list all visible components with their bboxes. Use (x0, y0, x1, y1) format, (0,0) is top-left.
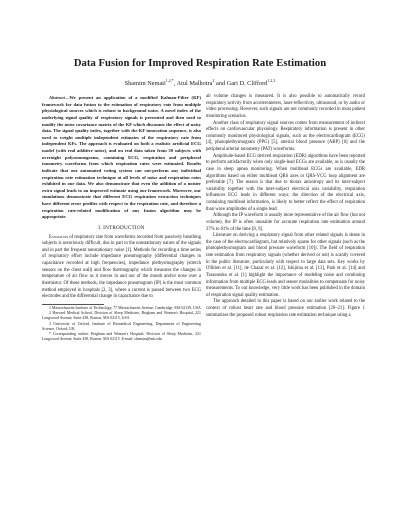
left-column (42, 95, 201, 342)
intro-text: of respiratory rate from waveforms recorded from passively breathing subjects is notoriously difficult, due in part to the nonstationary nature of the signals and in part the frequent nonstationary noise [1]. Methods for recording a time series of respiratory effort include impedance pneumography (differential changes in capacitance recorded at high frequencies), impedance plethysmography (stretch sensors on the chest wall) and flow thermography which measures the changes in temperature of air flow as it moves in and out of the mouth and/or nose over a thermistor. Of these methods, the impedance pneumogram (IP) is the most common method employed in hospitals [2, 3], where a current is passed between two ECG electrodes and the differential change in capacitance due to (42, 234, 201, 300)
section-heading-introduction: I. INTRODUCTION (98, 224, 145, 231)
author-affiliation-mark: 1,2,3 (267, 78, 276, 83)
author-name: Shamim Nemati (124, 80, 166, 88)
intro-paragraph (42, 235, 201, 301)
footnote: 3 University of Oxford, Institute of Biomedical Engineering, Department of Engineering Science, Oxford, UK (42, 321, 201, 331)
author-affiliation-mark: 2 (212, 78, 215, 83)
author-name: Gari D. Clifford (226, 80, 268, 88)
body-paragraph: Literature on deriving a respiratory signal from other related signals is dense in the case of the electrocardiogram, but relatively sparse for other signals (such as the photoplethysmogram and blood pressure waveform [10]). The field of respiration rate estimation from respiratory signals (whether derived or not) is scantly covered in the public literature, particularly with respect to large data sets. Key works by O'Brien et al. [11], de Chazal et al. [12], Ishijima et al. [13], Park et al. [14] and Tarassenko et al. [1] highlight the importance of modeling noise and combining information from multiple ECG leads and sensor modalities to compensate for noisy measurements. To our knowledge, very little work has been published in the domain of respiration signal quality estimation. (206, 233, 365, 298)
abstract (42, 95, 201, 221)
body-paragraph: Another class of respiratory signal sources comes from measurement of indirect effects on cardiovascular physiology. Respiratory information is present in other commonly monitored physiological signals, such as the electrocardiogram (ECG) [4], photoplethysmogram (PPG) [5], arterial blood pressure (ABP) [6] and the peripheral arterial tonometry (PAT) waveforms. (206, 120, 365, 152)
right-column (206, 94, 365, 319)
abstract-label: Abstract (49, 95, 65, 100)
body-paragraph: Although the IP waveform is usually more representative of the air flow (but not volume), the IP is often unusable for accurate respiration rate estimation around 37% to 61% of the time [8, 9]. (206, 213, 365, 232)
body-paragraph: air volume changes is measured. It is also possible to automatically record respiratory activity from accelerometers, laser-reflectivity, ultrasound, or by audio or video processing. However, such signals are not commonly recorded in most patient monitoring scenarios. (206, 94, 365, 119)
author-line: Shamim Nemati$^{1,2,*}$, Atul Malhotra$^2$ and Gari D. Clifford$^{1,2,3}$ (124, 78, 276, 88)
intro-lead-word: Estimation (49, 234, 69, 240)
abstract-text: —We present an application of a modified Kalman-Filter (KF) framework for data fusion to the estimation of respiratory rate from multiple physiological sources which is robust to background noise. A novel index of the underlying signal quality of respiratory signals is presented and then used to modify the noise covariance matrix of the KF which discounts the effect of noisy data. The signal quality index, together with the KF innovation sequence, is also used to weight multiple independent estimates of the respiratory rate from independent KFs. The approach is evaluated on both a realistic artificial ECG model (with real additive noise), and on real data taken from 30 subjects with overnight polysomnograms, containing ECG, respiration and peripheral tonometry waveforms from which respiration rates were estimated. Results indicate that our automated voting system can out-perform any individual respiration rate estimation technique at all levels of noise and respiration rates exhibited in our data. We also demonstrate that even the addition of a noisier extra signal leads to an improved estimate using our framework. Moreover, our simulations demonstrate that different ECG respiration extraction techniques have different error profiles with respect to the respiration rate, and therefore a respiration rate-related modification of any fusion algorithm may be appropriate. (42, 95, 201, 220)
footnote: 1 Massachusetts Institute of Technology, 77 Massachusetts Avenue, Cambridge, MA 02139, USA (49, 306, 201, 311)
paper-title: Data Fusion for Improved Respiration Rate Estimation (73, 58, 327, 69)
body-paragraph: The approach detailed in this paper is based on our earlier work related to the context of robust heart rate and blood pressure estimation [20–21]. Figure 1 summarizes the proposed robust respiration rate estimation technique using a (206, 299, 365, 318)
footnote: 2 Harvard Medical School, Division of Sleep Medicine, Brigham and Women's Hospital, 221 Longwood Avenue, Suite 438, Boston, MA 02115, USA (42, 311, 201, 321)
body-paragraph: Amplitude-based ECG derived respiration (EDR) algorithms have been reported to perform satisfactorily when only single-lead ECGs are available, as is usually the case in sleep apnea monitoring. When multilead ECGs are available, EDR algorithms based on either multilead QRS axes or QRS-VCG loop alignment are preferable [7]. The reason is that due to thorax anisotropy and its inter-subject variability together with the inter-subject electrical axis variability, respiration influences ECG leads in different ways; the direction of the electrical axis, containing multilead information, is likely to better reflect the effect of respiration than wave amplitudes of a single lead. (206, 153, 365, 212)
author-name: Atul Malhotra (176, 80, 213, 88)
footnote: * Corresponding author: Brigham and Women's Hospital, Division of Sleep Medicine, 221 Longwood Avenue, Suite 438, Boston, MA 02115. E-mail: shamim@mit.edu (42, 331, 201, 341)
author-affiliation-mark: 1,2,* (165, 78, 174, 83)
